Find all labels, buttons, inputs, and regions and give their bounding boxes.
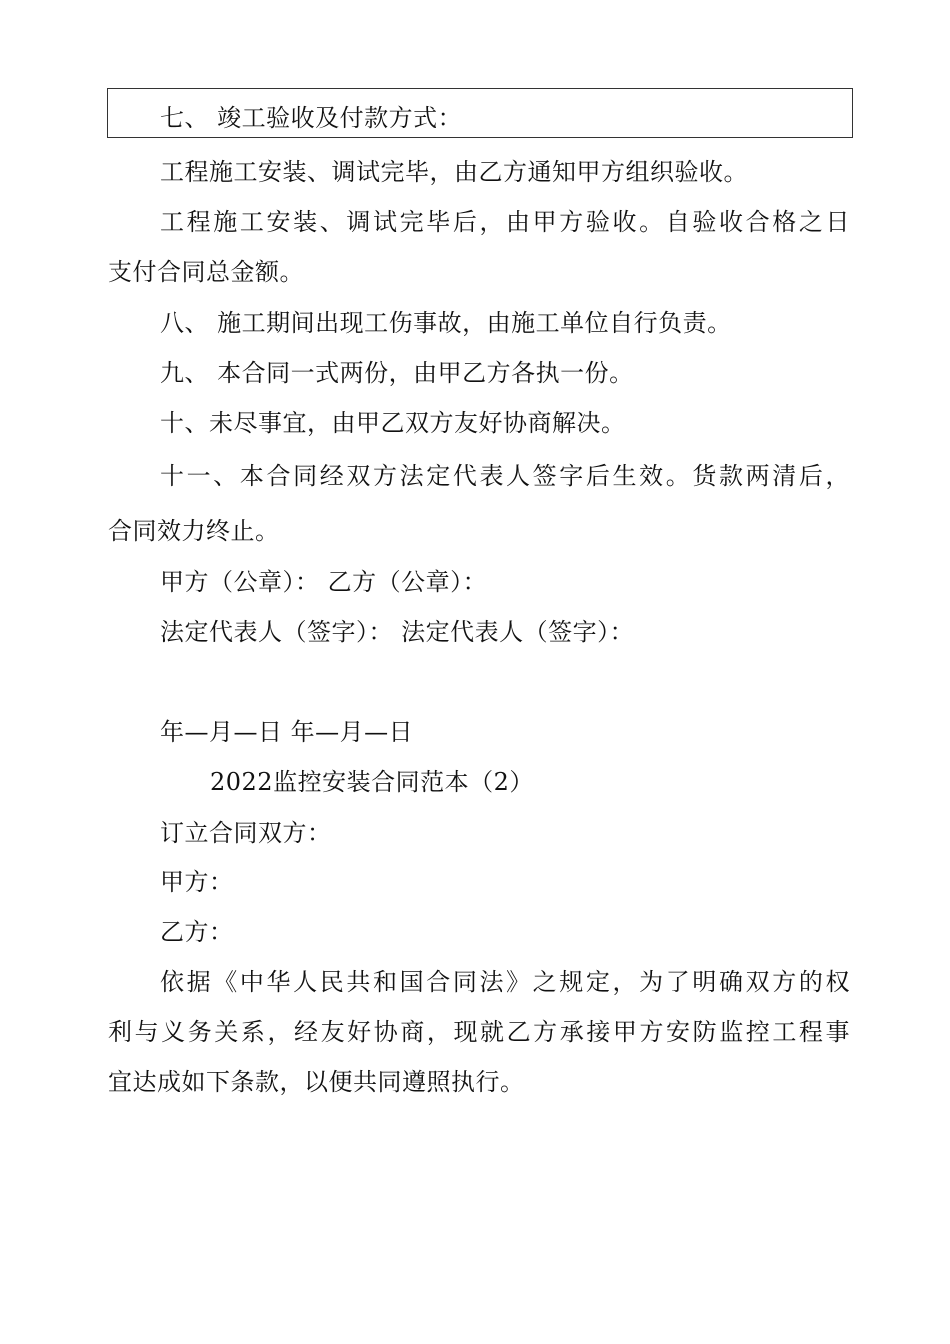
party-seals-line: 甲方（公章）： 乙方（公章）： [160,568,488,596]
second-contract-title: 2022监控安装合同范本（2） [210,768,534,796]
paragraph-payment-line2: 支付合同总金额。 [108,258,304,286]
contracting-parties-label: 订立合同双方： [160,819,332,847]
clause-nine: 九、 本合同一式两份，由甲乙方各执一份。 [160,359,634,387]
clause-eight: 八、 施工期间出现工伤事故，由施工单位自行负责。 [160,309,732,337]
clause-ten: 十、未尽事宜，由甲乙双方友好协商解决。 [160,409,626,437]
paragraph-acceptance: 工程施工安装、调试完毕，由乙方通知甲方组织验收。 [160,158,748,186]
clause-eleven-line1: 十一、本合同经双方法定代表人签字后生效。货款两清后， [160,462,850,490]
intro-paragraph-line2: 利与义务关系，经友好协商，现就乙方承接甲方安防监控工程事 [108,1018,850,1046]
signature-dates-line: 年—月—日 年—月—日 [160,718,414,746]
party-b-label: 乙方： [160,918,234,946]
paragraph-payment-line1: 工程施工安装、调试完毕后，由甲方验收。自验收合格之日 [160,208,850,236]
intro-paragraph-line1: 依据《中华人民共和国合同法》之规定，为了明确双方的权 [160,968,850,996]
intro-paragraph-line3: 宜达成如下条款，以便共同遵照执行。 [108,1068,525,1096]
party-a-label: 甲方： [160,868,234,896]
section-seven-heading: 七、 竣工验收及付款方式： [160,104,463,132]
representative-signatures-line: 法定代表人（签字）： 法定代表人（签字）： [160,618,635,646]
clause-eleven-line2: 合同效力终止。 [108,517,280,545]
